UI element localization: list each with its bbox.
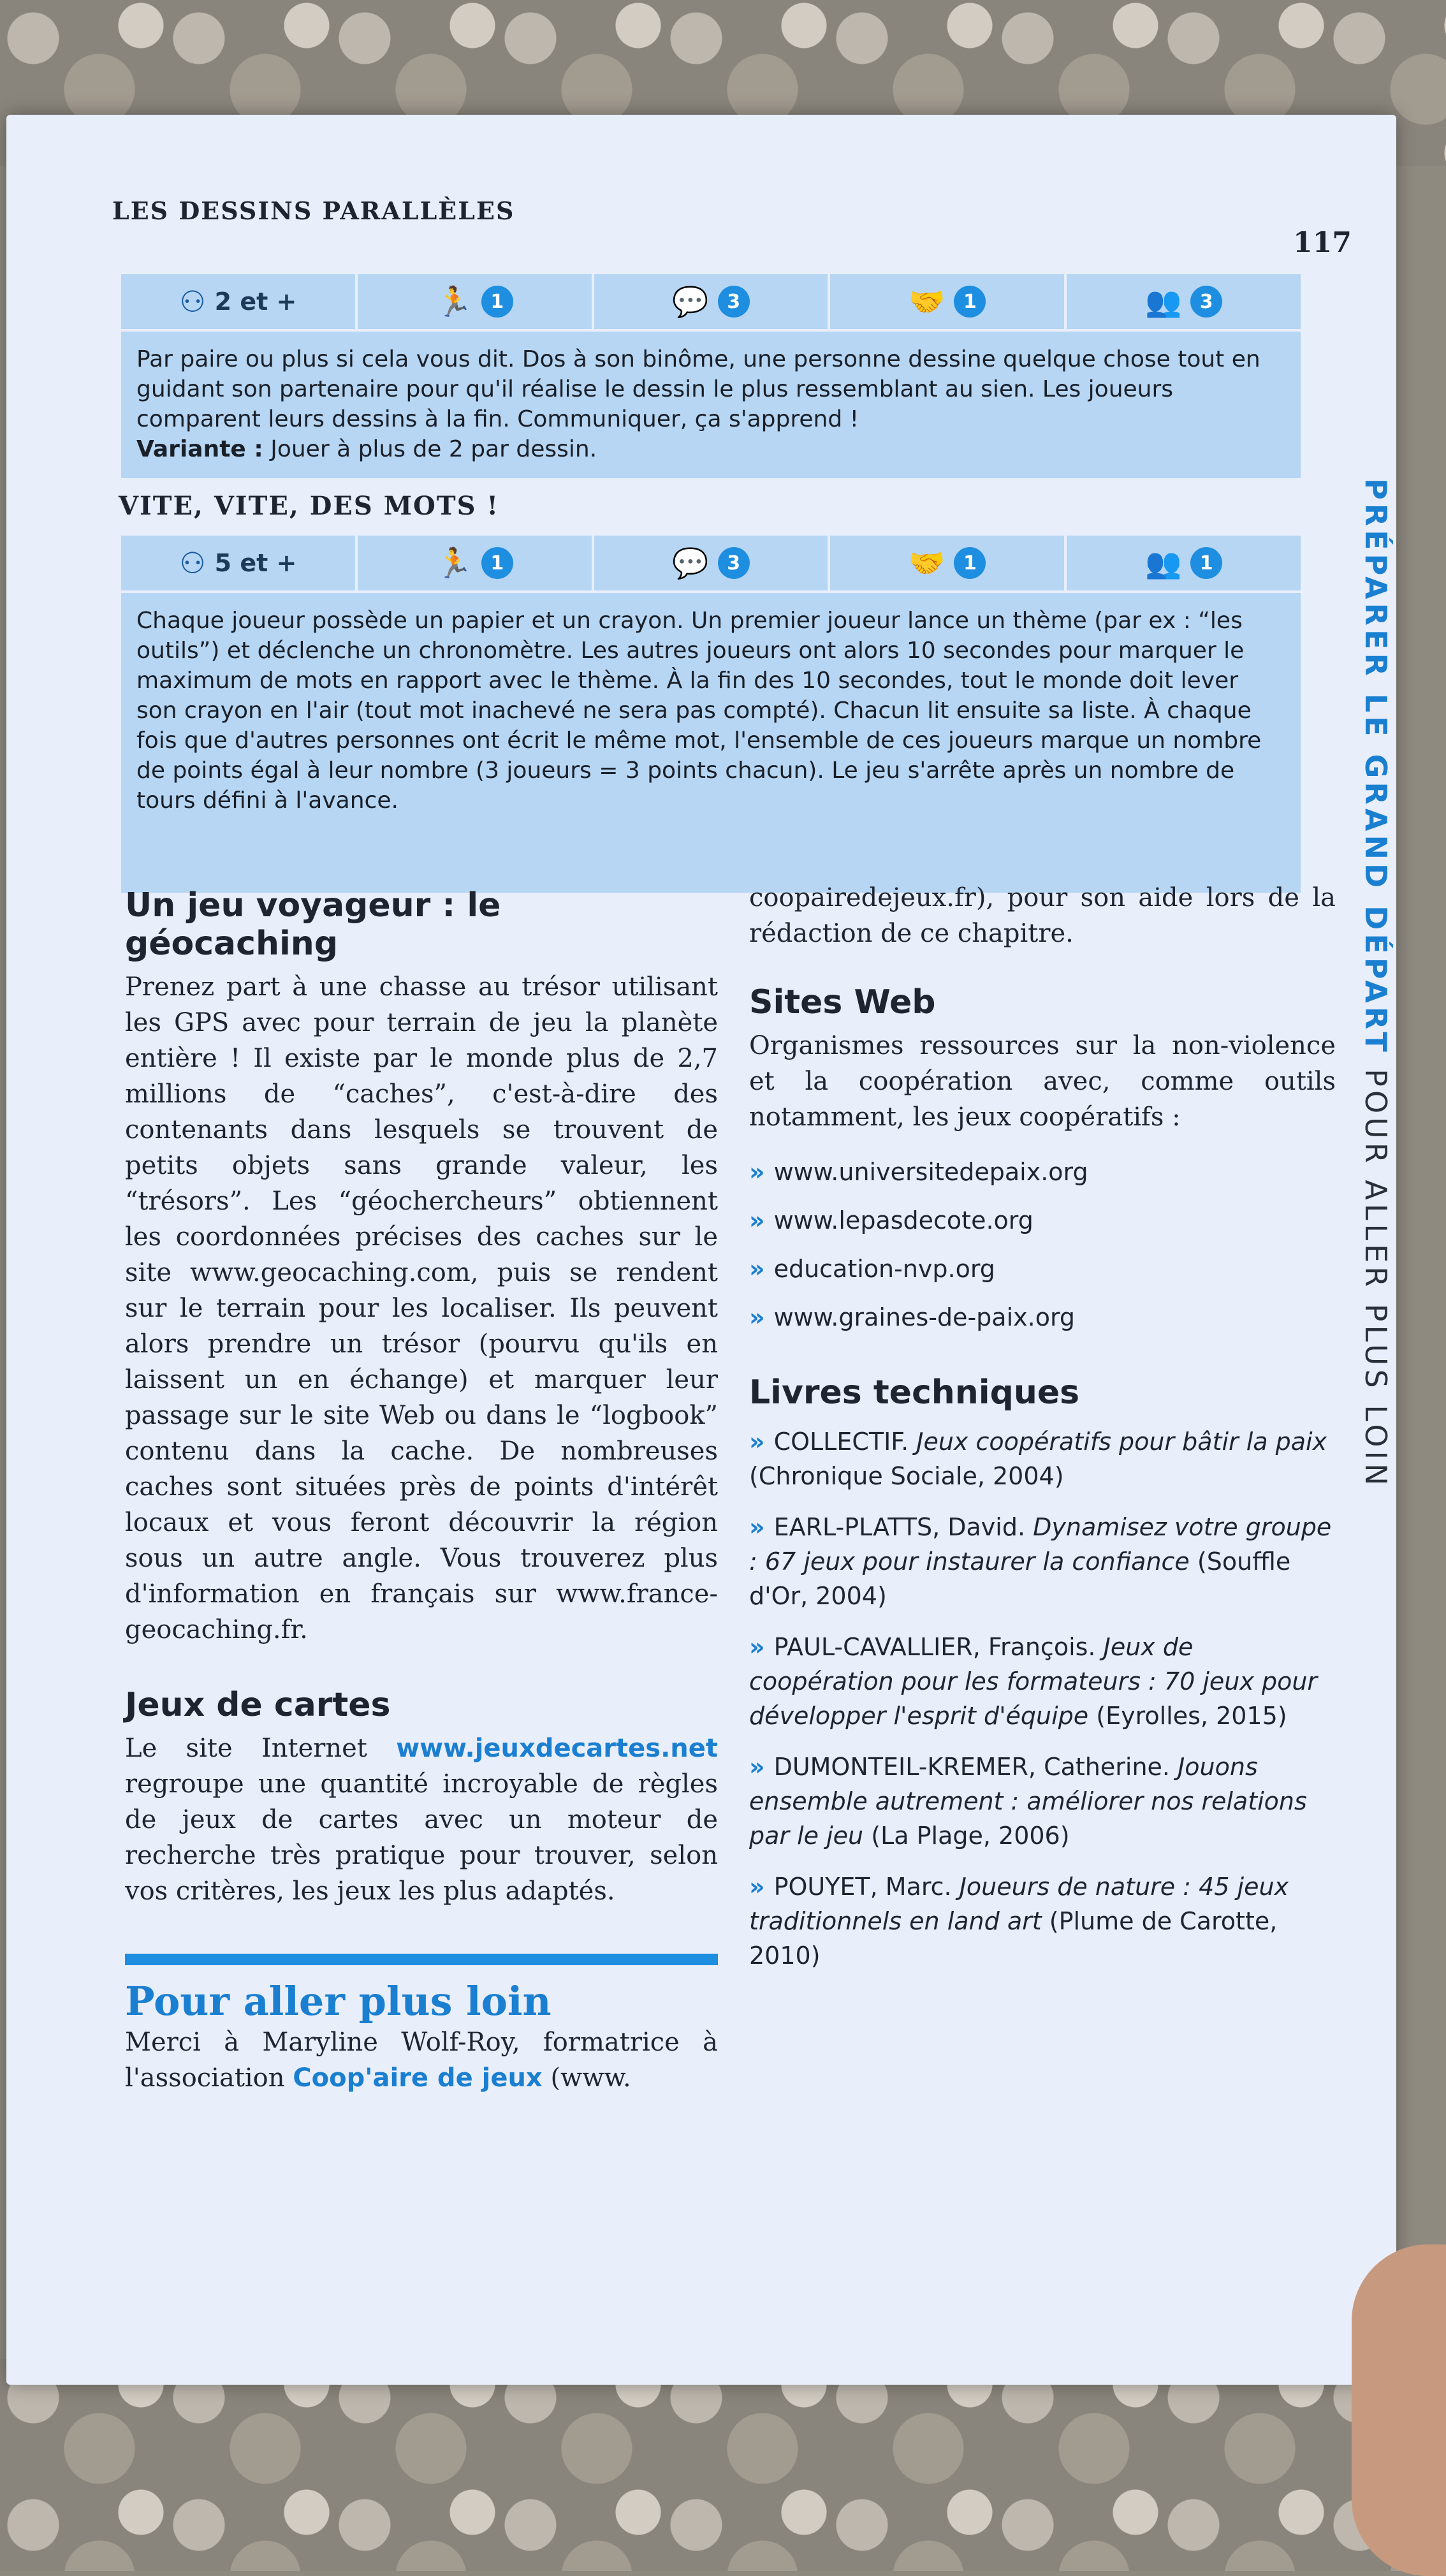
cards-link[interactable]: www.jeuxdecartes.net [396,1734,718,1763]
websites-intro: Organismes ressources sur la non-violence et la coopération avec, comme outils notamment, les jeux coopératifs : [749,1031,1336,1132]
handshake-icon: 🤝 [909,545,946,580]
cards-text: Le site Internet www.jeuxdecartes.net regroupe une quantité incroyable de règles de jeux de cartes avec un moteur de recherche très pratique pour trouver, selon vos critères, les jeux les plus adaptés. [125,1734,718,1906]
speech-icon: 💬 [672,284,709,319]
cards-title: Jeux de cartes [125,1686,391,1724]
game-title: VITE, VITE, DES MOTS ! [119,491,499,521]
icon-row [121,536,1301,593]
chevron-right-icon: » [749,1428,765,1456]
variant-label: Variante : [136,436,263,462]
running-icon: 🏃 [435,284,472,319]
communication-badge: 3 [718,547,750,579]
further-continued: coopairedejeux.fr), pour son aide lors de la rédaction de ce chapitre. [749,883,1336,948]
group-cell [1067,274,1301,329]
game-box-dessins-paralleles [121,274,1301,478]
running-icon: 🏃 [435,545,472,580]
websites-list [749,1148,1336,1342]
books-title: Livres techniques [749,1373,1080,1412]
icon-row [121,274,1301,332]
right-column [749,880,1336,1989]
side-tab-rest: POUR ALLER PLUS LOIN [1359,1069,1393,1489]
left-column [125,886,718,2096]
list-item[interactable]: » www.universitedepaix.org [749,1158,1088,1186]
communication-cell [594,274,831,329]
people-icon: ⚇ [179,546,206,580]
page-number: 117 [1293,226,1352,259]
book-page [6,115,1396,2385]
books-list [749,1424,1336,1973]
list-item: » POUYET, Marc. Joueurs de nature : 45 jeux traditionnels en land art (Plume de Carotte, 2010) [749,1873,1289,1970]
speech-icon: 💬 [672,545,709,580]
cooperation-badge: 1 [954,547,986,579]
game-description: Chaque joueur possède un papier et un crayon. Un premier joueur lance un thème (par ex : “les outils”) et déclenche un chronomètre. Les autres joueurs ont alors 10 secondes pour marquer le maximum de mots en rapport avec le thème. À la fin des 10 secondes, tout le monde doit lever son crayon en l'air (tout mot inachevé ne sera pas compté). Chacun lit ensuite sa liste. À chaque fois que d'autres personnes ont écrit le même mot, l'ensemble de ces joueurs marque un nombre de points égal à leur nombre (3 joueurs = 3 points chacun). Le jeu s'arrête après un nombre de tours défini à l'avance. [136,608,1262,814]
chevron-right-icon: » [749,1513,765,1541]
players-label: 5 et + [214,549,297,577]
section-rule [125,1954,718,1965]
chevron-right-icon: » [749,1158,765,1186]
side-tab-bold: PRÉPARER LE GRAND DÉPART [1359,478,1393,1056]
org-name: Coop'aire de jeux [293,2063,543,2093]
group-badge: 3 [1190,286,1222,318]
group-icon: 👥 [1144,284,1182,319]
people-icon: ⚇ [179,284,206,319]
geocaching-text: Prenez part à une chasse au trésor utilisant les GPS avec pour terrain de jeu la planète entière ! Il existe par le monde plus de 2,7 millions de “caches”, c'est-à-dire des contenants dans lesquels se trouvent de petits objets sans grande valeur, les “trésors”. Les “géochercheurs” obtiennent les coordonnées précises des caches sur le site www.geocaching.com, puis se rendent sur le terrain pour les localiser. Ils peuvent alors prendre un trésor (pourvu qu'ils en laissent un en échange) et marquer leur passage sur le site Web ou dans le “logbook” contenu dans la cache. De nombreuses caches sont situées près de points d'intérêt locaux et vous feront découvrir la région sous un autre angle. Vous trouverez plus d'information en français sur www.france-geocaching.fr. [125,972,718,1644]
cooperation-cell [830,274,1067,329]
running-head: LES DESSINS PARALLÈLES [112,196,515,225]
group-icon: 👥 [1144,545,1182,580]
cooperation-badge: 1 [954,286,986,318]
geocaching-title: Un jeu voyageur : le géocaching [125,886,501,963]
list-item: » COLLECTIF. Jeux coopératifs pour bâtir la paix (Chronique Sociale, 2004) [749,1428,1327,1490]
list-item[interactable]: » education-nvp.org [749,1255,995,1283]
variant-text: Jouer à plus de 2 par dessin. [270,436,597,462]
chevron-right-icon: » [749,1753,765,1781]
further-title: Pour aller plus loin [125,1978,551,2024]
list-item: » EARL-PLATTS, David. Dynamisez votre groupe : 67 jeux pour instaurer la confiance (Souffle d'Or, 2004) [749,1513,1332,1610]
players-cell [121,536,358,590]
cooperation-cell [830,536,1067,590]
chevron-right-icon: » [749,1303,765,1331]
handshake-icon: 🤝 [909,284,946,319]
communication-badge: 3 [718,286,750,318]
chevron-right-icon: » [749,1873,765,1901]
group-badge: 1 [1190,547,1222,579]
activity-cell [358,274,594,329]
side-tab [1359,478,1415,1489]
chevron-right-icon: » [749,1255,765,1283]
communication-cell [594,536,831,590]
game-box-vite-vite [121,536,1301,893]
game-description: Par paire ou plus si cela vous dit. Dos à son binôme, une personne dessine quelque chose tout en guidant son partenaire pour qu'il réalise le dessin le plus ressemblant au sien. Les joueurs comparent leurs dessins à la fin. Communiquer, ça s'apprend ! Variante : Jouer à plus de 2 par dessin. [136,346,1260,462]
activity-cell [358,536,594,590]
group-cell [1067,536,1301,590]
chevron-right-icon: » [749,1206,765,1234]
list-item: » DUMONTEIL-KREMER, Catherine. Jouons ensemble autrement : améliorer nos relations par le jeu (La Plage, 2006) [749,1753,1307,1850]
list-item[interactable]: » www.graines-de-paix.org [749,1303,1076,1331]
websites-title: Sites Web [749,983,936,1021]
activity-badge: 1 [481,286,513,318]
list-item[interactable]: » www.lepasdecote.org [749,1206,1033,1234]
players-label: 2 et + [214,288,297,316]
gravel-background-bottom [0,2359,1446,2571]
further-text: Merci à Maryline Wolf-Roy, formatrice à l'association Coop'aire de jeux (www. [125,2028,718,2093]
chevron-right-icon: » [749,1633,765,1661]
activity-badge: 1 [481,547,513,579]
thumb [1352,2244,1446,2576]
players-cell [121,274,358,329]
list-item: » PAUL-CAVALLIER, François. Jeux de coopération pour les formateurs : 70 jeux pour développer l'esprit d'équipe (Eyrolles, 2015) [749,1633,1318,1730]
